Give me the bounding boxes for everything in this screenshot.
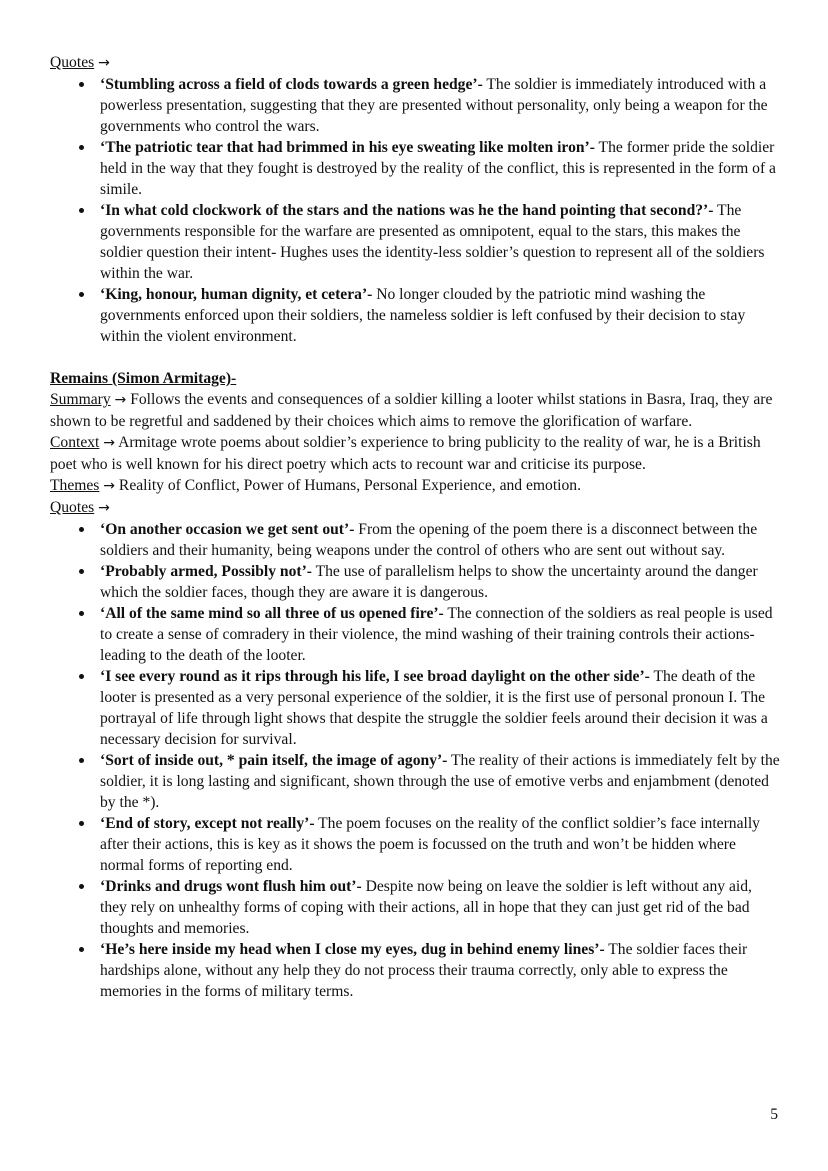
list-item [100,939,780,1002]
list-item [100,813,780,876]
summary-text: Follows the events and consequences of a soldier killing a looter whilst stations in Basra, Iraq, they are shown to be regretful and saddened by their choices which aims to remove the glorification of warfare. [50,391,773,430]
quote-text: ‘The patriotic tear that had brimmed in his eye sweating like molten iron’- [100,139,595,156]
page-number: 5 [770,1106,778,1123]
list-item [100,137,780,200]
document-page [50,52,780,1002]
analysis-text: The poem focuses on the reality of the conflict soldier’s face internally after their actions, this is key as it shows the poem is focussed on the truth and won’t be hidden where normal forms of reporting end. [100,815,760,874]
list-item [100,200,780,284]
analysis-text: From the opening of the poem there is a disconnect between the soldiers and their humanity, being weapons under the control of others who are sent out without say. [100,521,758,559]
analysis-text: The death of the looter is presented as a very personal experience of the soldier, it is the first use of personal pronoun I. The portrayal of life through light shows that despite the struggle the soldier feels around their decision it was a necessary decision for survival. [100,668,768,748]
analysis-text: No longer clouded by the patriotic mind washing the governments enforced upon their soldiers, the nameless soldier is left confused by their decision to stay within the violent environment. [100,286,746,345]
remains-quotes-list [50,519,780,1002]
context-paragraph [50,432,780,475]
arrow-right-icon: → [103,478,116,494]
quote-text: ‘In what cold clockwork of the stars and the nations was he the hand pointing that second?’- [100,202,714,219]
quote-text: ‘All of the same mind so all three of us opened fire’- [100,605,444,622]
arrow-right-icon: → [98,55,110,71]
quote-text: ‘Sort of inside out, * pain itself, the image of agony’- [100,752,448,769]
analysis-text: The reality of their actions is immediately felt by the soldier, it is long lasting and significant, shown through the use of emotive verbs and enjambment (denoted by the *). [100,752,780,811]
quotes-label: Quotes [50,54,95,71]
context-text: Armitage wrote poems about soldier’s experience to bring publicity to the reality of war, he is a British poet who is well known for his direct poetry which acts to recount war and criticise its purpose. [50,434,761,473]
quotes-label: Quotes [50,499,95,516]
list-item [100,603,780,666]
analysis-text: The connection of the soldiers as real people is used to create a sense of comradery in their violence, the mind washing of their training controls their actions- leading to the death of the looter. [100,605,773,664]
list-item [100,284,780,347]
section-title: Remains (Simon Armitage)- [50,370,237,387]
list-item [100,519,780,561]
quote-text: ‘Stumbling across a field of clods towards a green hedge’- [100,76,483,93]
analysis-text: Despite now being on leave the soldier is left without any aid, they rely on unhealthy forms of coping with their actions, all in hope that they can just get rid of the bad thoughts and memories. [100,878,752,937]
list-item [100,561,780,603]
arrow-right-icon: → [114,392,127,408]
themes-text: Reality of Conflict, Power of Humans, Personal Experience, and emotion. [118,477,581,494]
quote-text: ‘Probably armed, Possibly not’- [100,563,312,580]
analysis-text: The governments responsible for the warfare are presented as omnipotent, equal to the stars, this makes the soldier question their intent- Hughes uses the identity-less soldier’s question to represent all of the soldiers within the war. [100,202,765,282]
themes-label: Themes [50,477,100,494]
list-item [100,74,780,137]
list-item [100,666,780,750]
exposure-quotes-list [50,74,780,347]
analysis-text: The use of parallelism helps to show the uncertainty around the danger which the soldier faces, though they are aware it is dangerous. [100,563,758,601]
arrow-right-icon: → [98,500,110,516]
quotes-heading [50,497,780,519]
themes-paragraph [50,475,780,497]
arrow-right-icon: → [103,435,116,451]
quote-text: ‘He’s here inside my head when I close my eyes, dug in behind enemy lines’- [100,941,605,958]
quote-text: ‘On another occasion we get sent out’- [100,521,355,538]
quotes-heading [50,52,780,74]
list-item [100,876,780,939]
analysis-text: The soldier faces their hardships alone, without any help they do not process their trauma correctly, only able to express the memories in the forms of military terms. [100,941,748,1000]
quote-text: ‘I see every round as it rips through his life, I see broad daylight on the other side’- [100,668,650,685]
list-item [100,750,780,813]
analysis-text: The soldier is immediately introduced with a powerless presentation, suggesting that they are presented without personality, only being a weapon for the governments who control the wars. [100,76,768,135]
quote-text: ‘End of story, except not really’- [100,815,315,832]
analysis-text: The former pride the soldier held in the way that they fought is destroyed by the reality of the conflict, this is represented in the form of a simile. [100,139,776,198]
summary-paragraph [50,389,780,432]
context-label: Context [50,434,100,451]
summary-label: Summary [50,391,111,408]
quote-text: ‘Drinks and drugs wont flush him out’- [100,878,362,895]
quote-text: ‘King, honour, human dignity, et cetera’- [100,286,373,303]
